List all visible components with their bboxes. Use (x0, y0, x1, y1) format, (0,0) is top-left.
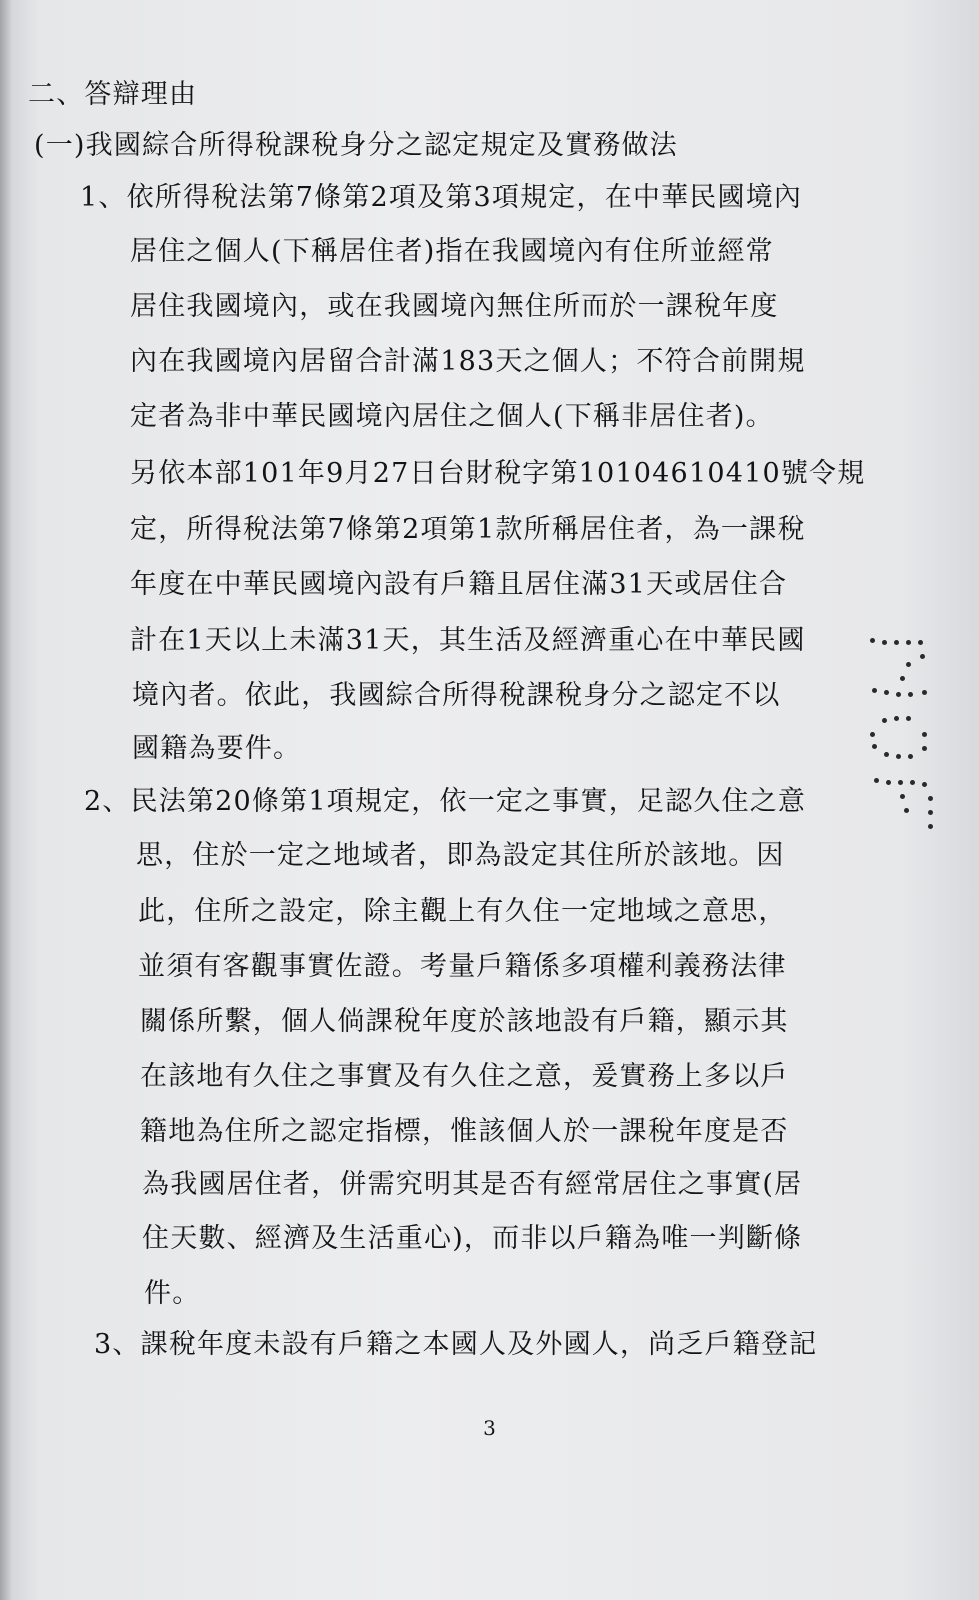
item-2-line-10: 件。 (144, 1278, 201, 1309)
item-1-line-11: 國籍為要件。 (132, 733, 302, 764)
item-1-line-9: 計在1天以上未滿31天，其生活及經濟重心在中華民國 (130, 625, 806, 656)
item-1-line-5: 定者為非中華民國境內居住之個人(下稱非居住者)。 (130, 401, 774, 432)
item-2-line-2: 思，住於一定之地域者，即為設定其住所於該地。因 (136, 840, 785, 871)
item-1-line-1: 1、依所得稅法第7條第2項及第3項規定，在中華民國境內 (80, 182, 803, 213)
item-2-line-4: 並須有客觀事實佐證。考量戶籍係多項權利義務法律 (138, 951, 787, 982)
item-1-line-7: 定，所得稅法第7條第2項第1款所稱居住者，為一課稅 (130, 514, 806, 545)
item-1-line-6: 另依本部101年9月27日台財稅字第10104610410號令規 (130, 458, 866, 489)
item-1-line-8: 年度在中華民國境內設有戶籍且居住滿31天或居住合 (130, 569, 788, 600)
item-2-line-9: 住天數、經濟及生活重心)，而非以戶籍為唯一判斷條 (142, 1223, 803, 1254)
item-3-line-1: 3、課稅年度未設有戶籍之本國人及外國人，尚乏戶籍登記 (94, 1329, 818, 1360)
item-1-line-4: 內在我國境內居留合計滿183天之個人；不符合前開規 (130, 346, 806, 377)
item-2-line-6: 在該地有久住之事實及有久住之意，爰實務上多以戶 (140, 1061, 789, 1092)
item-2-line-5: 關係所繫，個人倘課稅年度於該地設有戶籍，顯示其 (140, 1006, 789, 1037)
item-1-line-2: 居住之個人(下稱居住者)指在我國境內有住所並經常 (130, 236, 774, 267)
item-2-line-7: 籍地為住所之認定指標，惟該個人於一課稅年度是否 (140, 1116, 789, 1147)
page-edge-shadow (0, 0, 12, 1600)
section-heading: 二、答辯理由 (28, 79, 198, 110)
item-2-line-3: 此，住所之設定，除主觀上有久住一定地域之意思， (138, 896, 787, 927)
binding-perforation-marks (860, 628, 950, 848)
subsection-heading: (一)我國綜合所得稅課稅身分之認定規定及實務做法 (34, 130, 678, 161)
item-1-line-10: 境內者。依此，我國綜合所得稅課稅身分之認定不以 (132, 680, 781, 711)
item-2-line-8: 為我國居住者，併需究明其是否有經常居住之事實(居 (142, 1169, 803, 1200)
item-1-line-3: 居住我國境內，或在我國境內無住所而於一課稅年度 (130, 291, 779, 322)
page-number: 3 (483, 1416, 496, 1440)
item-2-line-1: 2、民法第20條第1項規定，依一定之事實，足認久住之意 (84, 786, 807, 817)
